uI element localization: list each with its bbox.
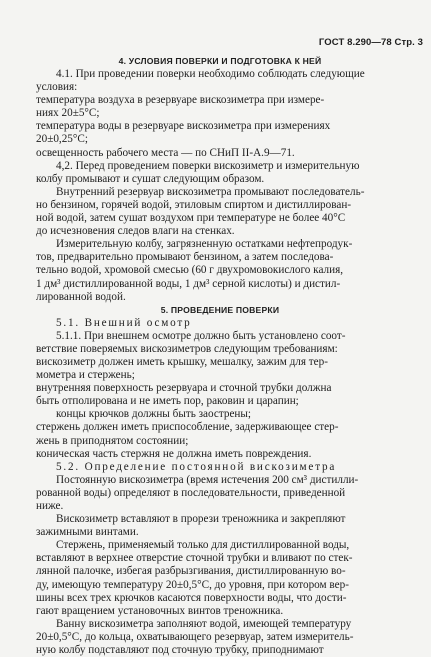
text-line: Ванну вискозиметра заполняют водой, имеющей температуру	[56, 617, 352, 630]
text-line: концы крючков должны быть заострены;	[56, 408, 252, 421]
text-line: Постоянную вискозиметра (время истечения 200 см³ дистилли-	[56, 473, 359, 486]
text-line: лянной палочке, избегая разбрызгивания, дистиллированную во-	[36, 565, 346, 578]
text-line: ную колбу подставляют под сточную трубку, приподнимают	[36, 644, 324, 657]
standard-number: ГОСТ 8.290—78	[318, 37, 392, 48]
section-4-heading: 4. УСЛОВИЯ ПОВЕРКИ И ПОДГОТОВКА К НЕЙ	[118, 56, 322, 66]
subsection-heading: 5.1. Внешний осмотр	[56, 316, 192, 329]
text-line: 5.1.1. При внешнем осмотре должно быть установлено соот-	[56, 329, 346, 342]
text-line: вставляют в верхнее отверстие сточной трубки и вливают по стек-	[36, 552, 353, 565]
text-line: 20±0,25°С;	[36, 133, 88, 146]
text-line: ниях 20±5°С;	[36, 107, 100, 120]
text-line: ветствие поверяемых вискозиметров следующим требованиям:	[36, 342, 338, 355]
text-line: ной водой, затем сушат воздухом при температуре не более 40°С	[36, 212, 346, 225]
section-5-heading: 5. ПРОВЕДЕНИЕ ПОВЕРКИ	[160, 304, 280, 315]
text-line: температура воды в резервуаре вискозиметра при измерениях	[36, 120, 331, 133]
text-line: Вискозиметр вставляют в прорези треножника и закрепляют	[56, 513, 346, 526]
text-line: Измерительную колбу, загрязненную остатками нефтепродук-	[56, 238, 353, 251]
text-line: ниже.	[36, 500, 64, 512]
text-line: зажимными винтами.	[36, 526, 139, 539]
text-line: Внутренний резервуар вискозиметра промывают последователь-	[56, 185, 365, 198]
text-line: мометра и стержень;	[36, 369, 135, 382]
text-line: освещенность рабочего места — по СНиП II-А.9—71.	[36, 146, 295, 159]
text-line: внутренняя поверхность резервуара и сточной трубки должна	[36, 382, 332, 395]
page-header	[319, 37, 423, 48]
text-line: коническая часть стержня не должна иметь повреждения.	[36, 447, 312, 460]
text-line: стержень должен иметь приспособление, задерживающее стер-	[36, 421, 339, 434]
text-line: гают вращением установочных винтов треножника.	[36, 604, 284, 617]
page-body	[36, 55, 404, 657]
text-line: 4,2. Перед проведением поверки вискозиметр и измерительную	[56, 159, 360, 172]
section-5-text	[36, 317, 404, 657]
text-line: Стержень, применяемый только для дистиллированной воды,	[56, 539, 350, 552]
text-line: вискозиметр должен иметь крышку, мешалку, зажим для тер-	[36, 355, 328, 368]
text-line: 20±0,5°С, до кольца, охватывающего резервуар, затем измеритель-	[36, 630, 354, 643]
text-line: колбу промывают и сушат следующим образом.	[36, 172, 265, 185]
text-line: 4.1. При проведении поверки необходимо соблюдать следующие	[56, 68, 365, 80]
text-line: шины всех трех крючков касаются поверхности воды, что дости-	[36, 591, 347, 604]
subsection-heading: 5.2. Определение постоянной вискозиметра	[56, 460, 337, 473]
text-line: тельно водой, хромовой смесью (60 г двухромовокислого калия,	[36, 264, 344, 277]
text-line: ду, имеющую температуру 20±0,5°С, до уровня, при котором вер-	[36, 578, 349, 591]
section-4-text	[36, 68, 404, 304]
text-line: до исчезновения следов влаги на стенках.	[36, 225, 235, 238]
text-line: быть отполирована и не иметь пор, раковин и царапин;	[36, 395, 299, 408]
text-line: жень в приподнятом состоянии;	[36, 434, 189, 447]
text-line: тов, предварительно промывают бензином, а затем последова-	[36, 251, 334, 264]
text-line: рованной воды) определяют в последовательности, приведенной	[36, 486, 346, 499]
text-line: температура воздуха в резервуаре вискозиметра при измере-	[36, 94, 325, 107]
text-line: но бензином, горячей водой, этиловым спиртом и дистиллирован-	[36, 198, 352, 211]
page-number: Стр. 3	[394, 37, 423, 48]
text-line: условия:	[36, 81, 78, 94]
text-line: лированной водой.	[36, 290, 126, 303]
text-line: 1 дм³ дистиллированной воды, 1 дм³ серной кислоты) и дистил-	[36, 277, 341, 290]
